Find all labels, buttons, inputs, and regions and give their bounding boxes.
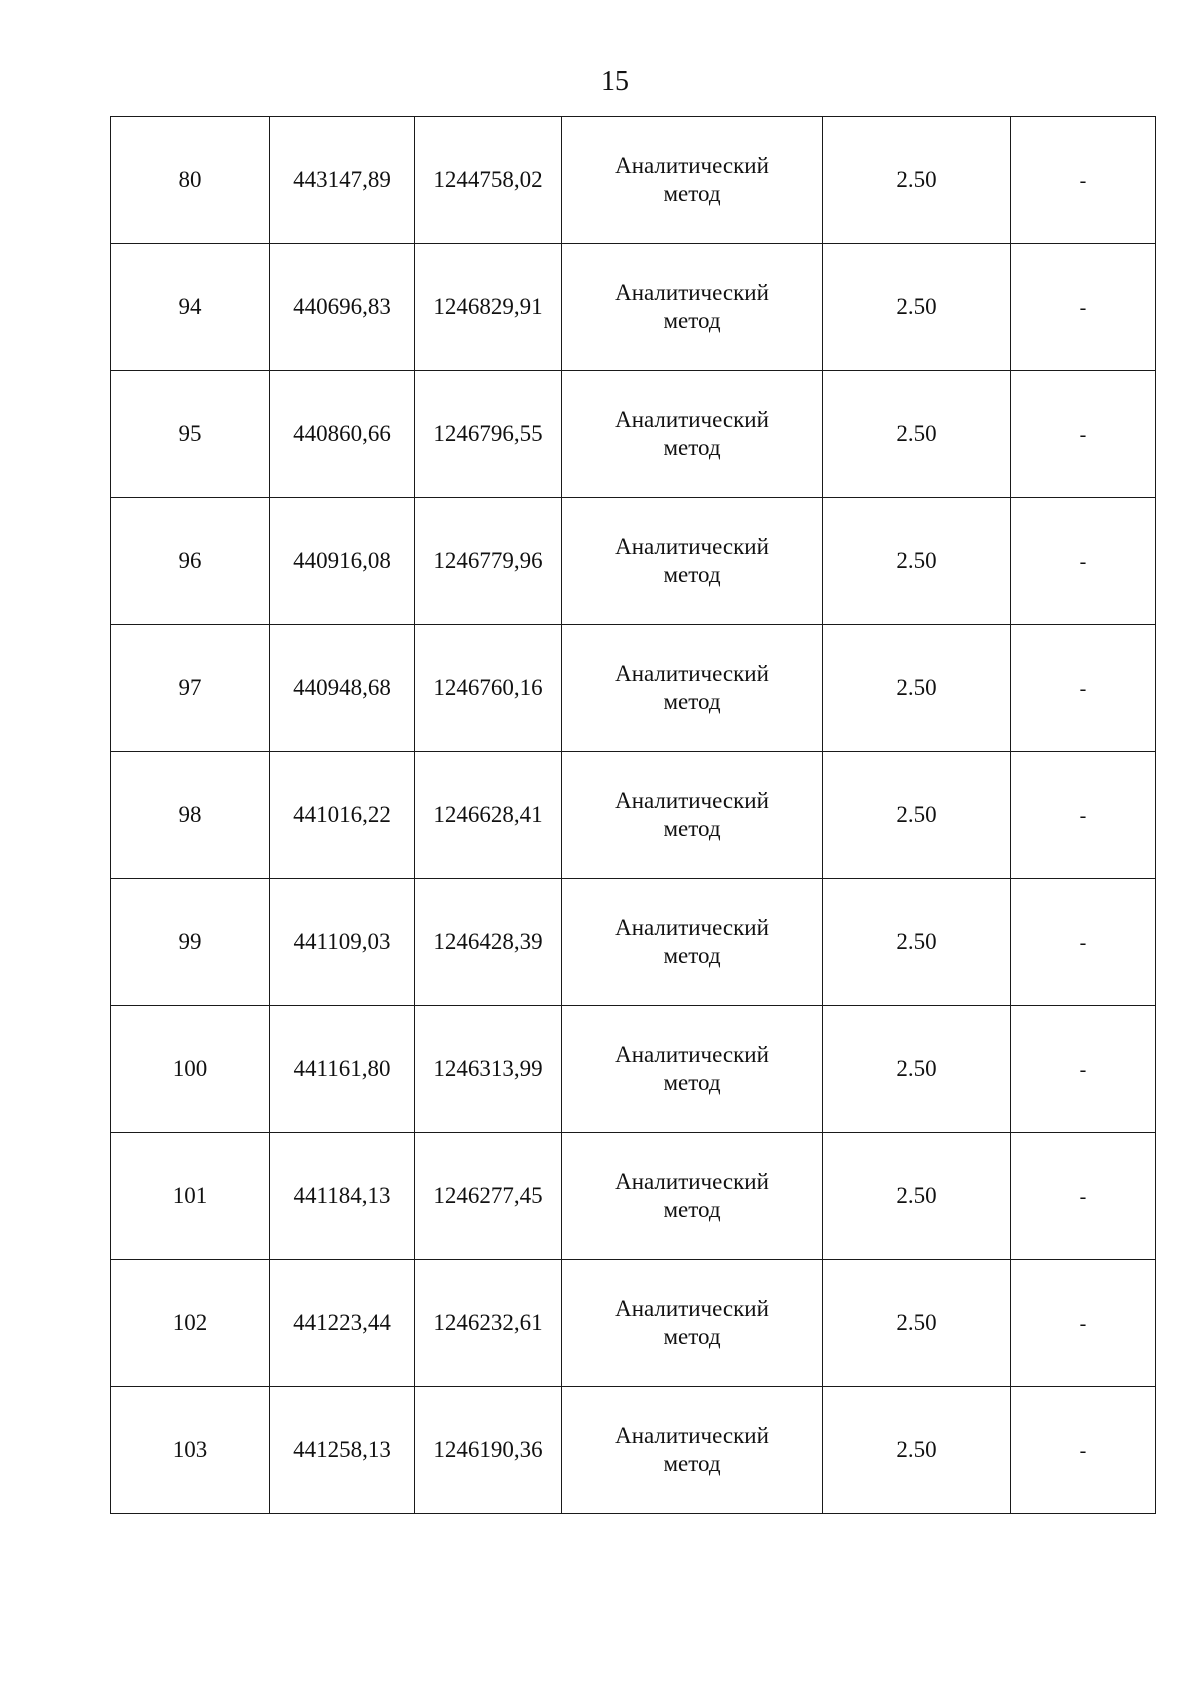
description-cell xyxy=(1011,244,1156,371)
point-number-cell: 94 xyxy=(111,244,270,371)
dash-value: - xyxy=(1079,931,1087,954)
x-coordinate-cell: 441109,03 xyxy=(270,879,415,1006)
y-coordinate-cell: 1246796,55 xyxy=(415,371,562,498)
description-cell xyxy=(1011,879,1156,1006)
y-coordinate-cell: 1246760,16 xyxy=(415,625,562,752)
accuracy-cell: 2.50 xyxy=(823,371,1011,498)
method-cell xyxy=(562,371,823,498)
method-cell xyxy=(562,625,823,752)
description-cell xyxy=(1011,1133,1156,1260)
x-coordinate-cell: 440916,08 xyxy=(270,498,415,625)
method-line-2: метод xyxy=(663,1070,721,1095)
accuracy-cell: 2.50 xyxy=(823,1260,1011,1387)
y-coordinate-cell: 1244758,02 xyxy=(415,117,562,244)
x-coordinate-cell: 443147,89 xyxy=(270,117,415,244)
x-coordinate-cell: 441161,80 xyxy=(270,1006,415,1133)
method-line-2: метод xyxy=(663,562,721,587)
method-line-2: метод xyxy=(663,1324,721,1349)
dash-value: - xyxy=(1079,1312,1087,1335)
method-line-2: метод xyxy=(663,1451,721,1476)
x-coordinate-cell: 440948,68 xyxy=(270,625,415,752)
table-row xyxy=(111,371,1156,498)
y-coordinate-cell: 1246428,39 xyxy=(415,879,562,1006)
y-coordinate-cell: 1246232,61 xyxy=(415,1260,562,1387)
dash-value: - xyxy=(1079,1058,1087,1081)
accuracy-cell: 2.50 xyxy=(823,498,1011,625)
table-row xyxy=(111,1133,1156,1260)
coordinates-table xyxy=(110,116,1156,1514)
dash-value: - xyxy=(1079,423,1087,446)
table-row xyxy=(111,244,1156,371)
dash-value: - xyxy=(1079,1439,1087,1462)
accuracy-cell: 2.50 xyxy=(823,1133,1011,1260)
y-coordinate-cell: 1246313,99 xyxy=(415,1006,562,1133)
page-number: 15 xyxy=(601,66,629,97)
dash-value: - xyxy=(1079,296,1087,319)
description-cell xyxy=(1011,1006,1156,1133)
y-coordinate-cell: 1246779,96 xyxy=(415,498,562,625)
table-row xyxy=(111,879,1156,1006)
x-coordinate-cell: 440860,66 xyxy=(270,371,415,498)
method-line-1: Аналитический xyxy=(615,1296,769,1321)
table-row xyxy=(111,752,1156,879)
accuracy-cell: 2.50 xyxy=(823,1387,1011,1514)
method-cell xyxy=(562,244,823,371)
coordinates-table-container xyxy=(110,116,1155,1514)
point-number-cell: 102 xyxy=(111,1260,270,1387)
point-number-cell: 97 xyxy=(111,625,270,752)
accuracy-cell: 2.50 xyxy=(823,244,1011,371)
point-number-cell: 80 xyxy=(111,117,270,244)
description-cell xyxy=(1011,117,1156,244)
accuracy-cell: 2.50 xyxy=(823,752,1011,879)
coordinates-table-body xyxy=(111,117,1156,1514)
method-line-1: Аналитический xyxy=(615,280,769,305)
description-cell xyxy=(1011,752,1156,879)
x-coordinate-cell: 441258,13 xyxy=(270,1387,415,1514)
method-line-2: метод xyxy=(663,181,721,206)
method-line-1: Аналитический xyxy=(615,788,769,813)
method-line-2: метод xyxy=(663,308,721,333)
method-line-2: метод xyxy=(663,816,721,841)
table-row xyxy=(111,498,1156,625)
method-line-1: Аналитический xyxy=(615,407,769,432)
method-cell xyxy=(562,117,823,244)
description-cell xyxy=(1011,1260,1156,1387)
method-line-2: метод xyxy=(663,943,721,968)
x-coordinate-cell: 441016,22 xyxy=(270,752,415,879)
table-row xyxy=(111,1387,1156,1514)
point-number-cell: 101 xyxy=(111,1133,270,1260)
point-number-cell: 98 xyxy=(111,752,270,879)
dash-value: - xyxy=(1079,804,1087,827)
method-line-1: Аналитический xyxy=(615,1042,769,1067)
y-coordinate-cell: 1246628,41 xyxy=(415,752,562,879)
table-row xyxy=(111,117,1156,244)
method-cell xyxy=(562,879,823,1006)
x-coordinate-cell: 440696,83 xyxy=(270,244,415,371)
method-cell xyxy=(562,1387,823,1514)
point-number-cell: 103 xyxy=(111,1387,270,1514)
accuracy-cell: 2.50 xyxy=(823,1006,1011,1133)
method-line-2: метод xyxy=(663,435,721,460)
accuracy-cell: 2.50 xyxy=(823,117,1011,244)
method-line-1: Аналитический xyxy=(615,534,769,559)
point-number-cell: 99 xyxy=(111,879,270,1006)
point-number-cell: 95 xyxy=(111,371,270,498)
method-line-1: Аналитический xyxy=(615,661,769,686)
method-line-1: Аналитический xyxy=(615,1423,769,1448)
method-line-1: Аналитический xyxy=(615,1169,769,1194)
method-line-1: Аналитический xyxy=(615,153,769,178)
method-cell xyxy=(562,752,823,879)
accuracy-cell: 2.50 xyxy=(823,879,1011,1006)
x-coordinate-cell: 441223,44 xyxy=(270,1260,415,1387)
method-cell xyxy=(562,1260,823,1387)
method-line-2: метод xyxy=(663,1197,721,1222)
y-coordinate-cell: 1246277,45 xyxy=(415,1133,562,1260)
method-cell xyxy=(562,1006,823,1133)
description-cell xyxy=(1011,498,1156,625)
y-coordinate-cell: 1246829,91 xyxy=(415,244,562,371)
table-row xyxy=(111,1260,1156,1387)
point-number-cell: 96 xyxy=(111,498,270,625)
dash-value: - xyxy=(1079,169,1087,192)
table-row xyxy=(111,1006,1156,1133)
description-cell xyxy=(1011,1387,1156,1514)
table-row xyxy=(111,625,1156,752)
method-line-1: Аналитический xyxy=(615,915,769,940)
method-cell xyxy=(562,498,823,625)
dash-value: - xyxy=(1079,550,1087,573)
point-number-cell: 100 xyxy=(111,1006,270,1133)
dash-value: - xyxy=(1079,677,1087,700)
y-coordinate-cell: 1246190,36 xyxy=(415,1387,562,1514)
x-coordinate-cell: 441184,13 xyxy=(270,1133,415,1260)
method-line-2: метод xyxy=(663,689,721,714)
dash-value: - xyxy=(1079,1185,1087,1208)
description-cell xyxy=(1011,371,1156,498)
method-cell xyxy=(562,1133,823,1260)
accuracy-cell: 2.50 xyxy=(823,625,1011,752)
description-cell xyxy=(1011,625,1156,752)
